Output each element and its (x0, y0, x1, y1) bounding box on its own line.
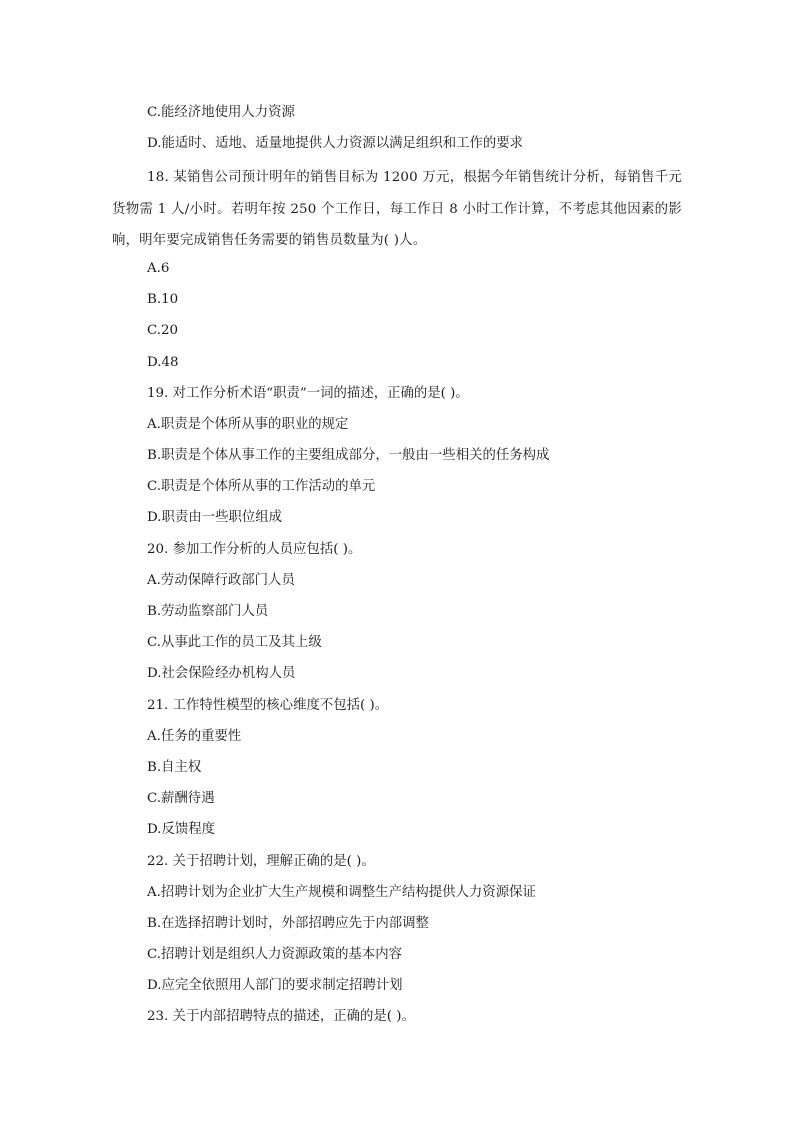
question-stem: 21. 工作特性模型的核心维度不包括( )。 (147, 697, 389, 713)
option-c: C.从事此工作的员工及其上级 (147, 635, 322, 651)
question-23 (112, 1004, 682, 1035)
question-stem: 19. 对工作分析术语“职责”一词的描述，正确的是( )。 (147, 385, 469, 401)
option-a: A.职责是个体所从事的职业的规定 (147, 416, 349, 432)
previous-question-options (112, 100, 682, 162)
question-stem: 20. 参加工作分析的人员应包括( )。 (147, 541, 362, 557)
option-b: B.在选择招聘计划时，外部招聘应先于内部调整 (147, 915, 429, 931)
option-b: B.10 (147, 292, 179, 308)
option-c: C.薪酬待遇 (147, 791, 215, 807)
question-21 (112, 693, 682, 849)
option-a: A.劳动保障行政部门人员 (147, 572, 295, 588)
option-b: B.职责是个体从事工作的主要组成部分，一般由一些相关的任务构成 (147, 448, 550, 464)
question-stem: 22. 关于招聘计划，理解正确的是( )。 (147, 853, 375, 869)
question-stem: 23. 关于内部招聘特点的描述，正确的是( )。 (147, 1009, 415, 1025)
option-d: D.能适时、适地、适量地提供人力资源以满足组织和工作的要求 (147, 136, 524, 152)
option-c: C.能经济地使用人力资源 (147, 105, 295, 120)
question-20 (112, 537, 682, 693)
option-d: D.职责由一些职位组成 (147, 510, 283, 526)
option-c: C.招聘计划是组织人力资源政策的基本内容 (147, 947, 403, 963)
option-a: A.招聘计划为企业扩大生产规模和调整生产结构提供人力资源保证 (147, 884, 536, 900)
option-a: A.6 (147, 260, 170, 276)
option-d: D.社会保险经办机构人员 (147, 666, 296, 682)
document-content (112, 100, 682, 1036)
question-22 (112, 849, 682, 1005)
question-18 (112, 162, 682, 380)
option-d: D.48 (147, 354, 179, 370)
option-a: A.任务的重要性 (147, 728, 242, 744)
option-d: D.应完全依照用人部门的要求制定招聘计划 (147, 978, 403, 994)
option-c: C.职责是个体所从事的工作活动的单元 (147, 479, 376, 495)
option-b: B.劳动监察部门人员 (147, 604, 269, 620)
option-c: C.20 (147, 323, 179, 339)
question-stem: 18. 某销售公司预计明年的销售目标为 1200 万元，根据今年销售统计分析，每销售千元货物需 1 人/小时。若明年按 250 个工作日，每工作日 8 小时工作计算，不考虑其他因素的影响，明年要完成销售任务需要的销售员数量为( )人。 (112, 170, 682, 248)
question-19 (112, 381, 682, 537)
option-d: D.反馈程度 (147, 822, 216, 838)
option-b: B.自主权 (147, 759, 202, 775)
